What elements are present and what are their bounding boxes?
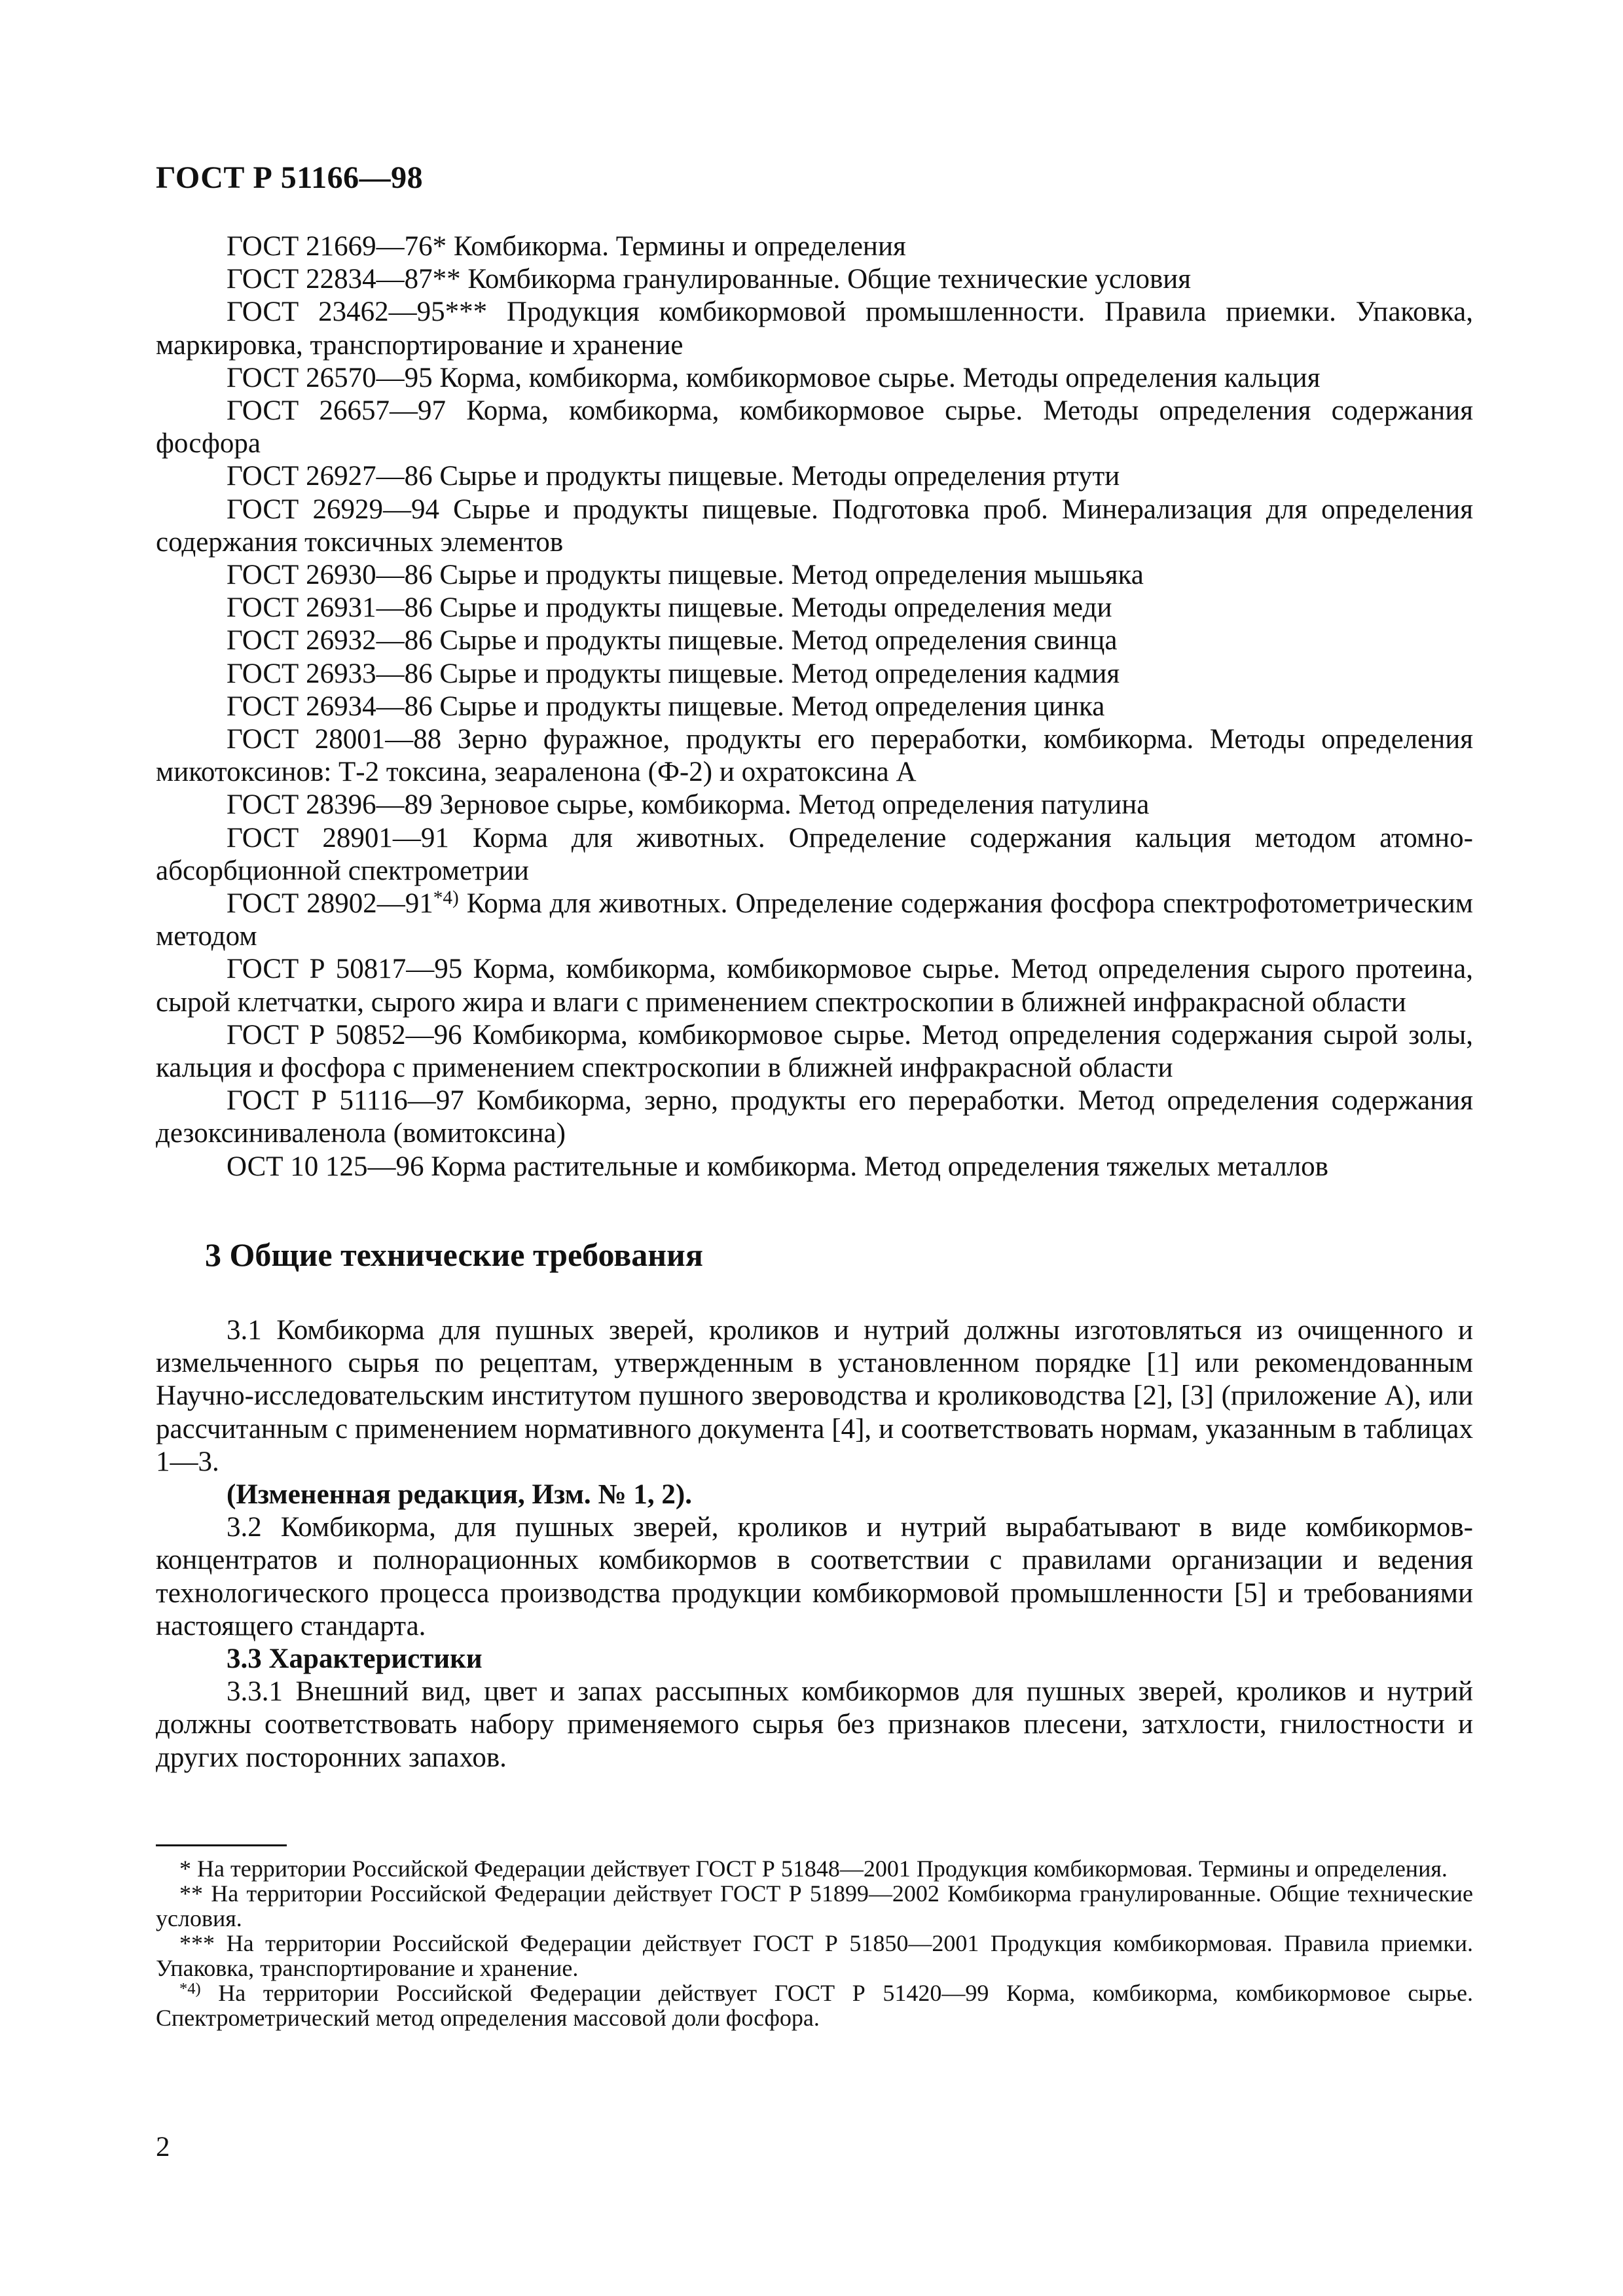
footnote-item: *** На территории Российской Федерации действует ГОСТ Р 51850—2001 Продукция комбикормовая. Правила приемки. Упаковка, транспортирование и хранение.: [156, 1930, 1473, 1981]
reference-code: ГОСТ 28902—91: [227, 888, 433, 920]
footnote-separator: [156, 1844, 287, 1846]
reference-item: ГОСТ 26932—86 Сырье и продукты пищевые. Метод определения свинца: [227, 625, 1118, 656]
reference-item: ГОСТ 26931—86 Сырье и продукты пищевые. Методы определения меди: [227, 592, 1112, 624]
section-body: [156, 1314, 1473, 1774]
reference-item: ГОСТ Р 50817—95 Корма, комбикорма, комбикормовое сырье. Метод определения сырого протеина, сырой клетчатки, сырого жира и влаги с применением спектроскопии в ближней инфракрасной области: [156, 954, 1473, 1018]
reference-item: ГОСТ 23462—95*** Продукция комбикормовой промышленности. Правила приемки. Упаковка, маркировка, транспортирование и хранение: [156, 296, 1473, 361]
reference-item: ОСТ 10 125—96 Корма растительные и комбикорма. Метод определения тяжелых металлов: [227, 1151, 1328, 1182]
reference-item: ГОСТ 21669—76* Комбикорма. Термины и определения: [227, 231, 906, 262]
section-heading: 3 Общие технические требования: [205, 1236, 703, 1273]
footnote-item: [156, 1981, 1473, 2030]
reference-item: [156, 888, 1473, 953]
reference-item: ГОСТ 26657—97 Корма, комбикорма, комбикормовое сырье. Методы определения содержания фосфора: [156, 395, 1473, 459]
clause-3-2: 3.2 Комбикорма, для пушных зверей, кроликов и нутрий вырабатывают в виде комбикормов-концентратов и полнорационных комбикормов в соответствии с правилами организации и ведения технологического процесса производства продукции комбикормовой промышленности [5] и требованиями настоящего стандарта.: [156, 1512, 1473, 1641]
footnote-text: На территории Российской Федерации действует ГОСТ Р 51420—99 Корма, комбикорма, комбикормовое сырье. Спектрометрический метод определения массовой доли фосфора.: [156, 1980, 1473, 2031]
clause-3-3-1: 3.3.1 Внешний вид, цвет и запах рассыпных комбикормов для пушных зверей, кроликов и нутрий должны соответствовать набору применяемого сырья без признаков плесени, затхлости, гнилостности и других посторонних запахов.: [156, 1676, 1473, 1773]
page-number: 2: [156, 2132, 170, 2162]
normative-references-list: [156, 230, 1473, 1183]
footnote-marker: *4): [433, 887, 459, 908]
reference-item: ГОСТ 26933—86 Сырье и продукты пищевые. Метод определения кадмия: [227, 658, 1120, 689]
reference-item: ГОСТ 22834—87** Комбикорма гранулированные. Общие технические условия: [227, 264, 1192, 295]
footnote-item: ** На территории Российской Федерации действует ГОСТ Р 51899—2002 Комбикорма гранулированные. Общие технические условия.: [156, 1880, 1473, 1931]
amendment-note: (Измененная редакция, Изм. № 1, 2).: [227, 1479, 692, 1511]
footnote-marker: *4): [179, 1979, 201, 1998]
reference-item: ГОСТ 26934—86 Сырье и продукты пищевые. Метод определения цинка: [227, 691, 1105, 722]
reference-item: ГОСТ 26570—95 Корма, комбикорма, комбикормовое сырье. Методы определения кальция: [227, 362, 1321, 393]
reference-item: ГОСТ Р 51116—97 Комбикорма, зерно, продукты его переработки. Метод определения содержания дезоксиниваленола (вомитоксина): [156, 1085, 1473, 1149]
reference-item: ГОСТ 28901—91 Корма для животных. Определение содержания кальция методом атомно-абсорбционной спектрометрии: [156, 822, 1473, 886]
reference-item: ГОСТ 28001—88 Зерно фуражное, продукты его переработки, комбикорма. Методы определения микотоксинов: Т-2 токсина, зеараленона (Ф-2) и охратоксина А: [156, 724, 1473, 788]
footnotes: [156, 1856, 1473, 2030]
subsection-heading: 3.3 Характеристики: [227, 1643, 483, 1675]
clause-3-1: 3.1 Комбикорма для пушных зверей, кроликов и нутрий должны изготовляться из очищенного и измельченного сырья по рецептам, утвержденным в установленном порядке [1] или рекомендованным Научно-исследовательским институтом пушного звероводства и кролиководства [2], [3] (приложение А), или рассчитанным с применением нормативного документа [4], и соответствовать нормам, указанным в таблицах 1—3.: [156, 1315, 1473, 1477]
reference-item: ГОСТ 26929—94 Сырье и продукты пищевые. Подготовка проб. Минерализация для определения содержания токсичных элементов: [156, 493, 1473, 558]
footnote-item: * На территории Российской Федерации действует ГОСТ Р 51848—2001 Продукция комбикормовая. Термины и определения.: [179, 1856, 1448, 1882]
reference-title: Корма для животных. Определение содержания фосфора спектрофотометрическим методом: [156, 888, 1473, 952]
reference-item: ГОСТ 26927—86 Сырье и продукты пищевые. Методы определения ртути: [227, 461, 1120, 492]
page-header-standard-code: ГОСТ Р 51166—98: [156, 160, 424, 195]
reference-item: ГОСТ 26930—86 Сырье и продукты пищевые. Метод определения мышьяка: [227, 560, 1144, 591]
reference-item: ГОСТ 28396—89 Зерновое сырье, комбикорма. Метод определения патулина: [227, 789, 1150, 821]
reference-item: ГОСТ Р 50852—96 Комбикорма, комбикормовое сырье. Метод определения содержания сырой золы, кальция и фосфора с применением спектроскопии в ближней инфракрасной области: [156, 1019, 1473, 1084]
